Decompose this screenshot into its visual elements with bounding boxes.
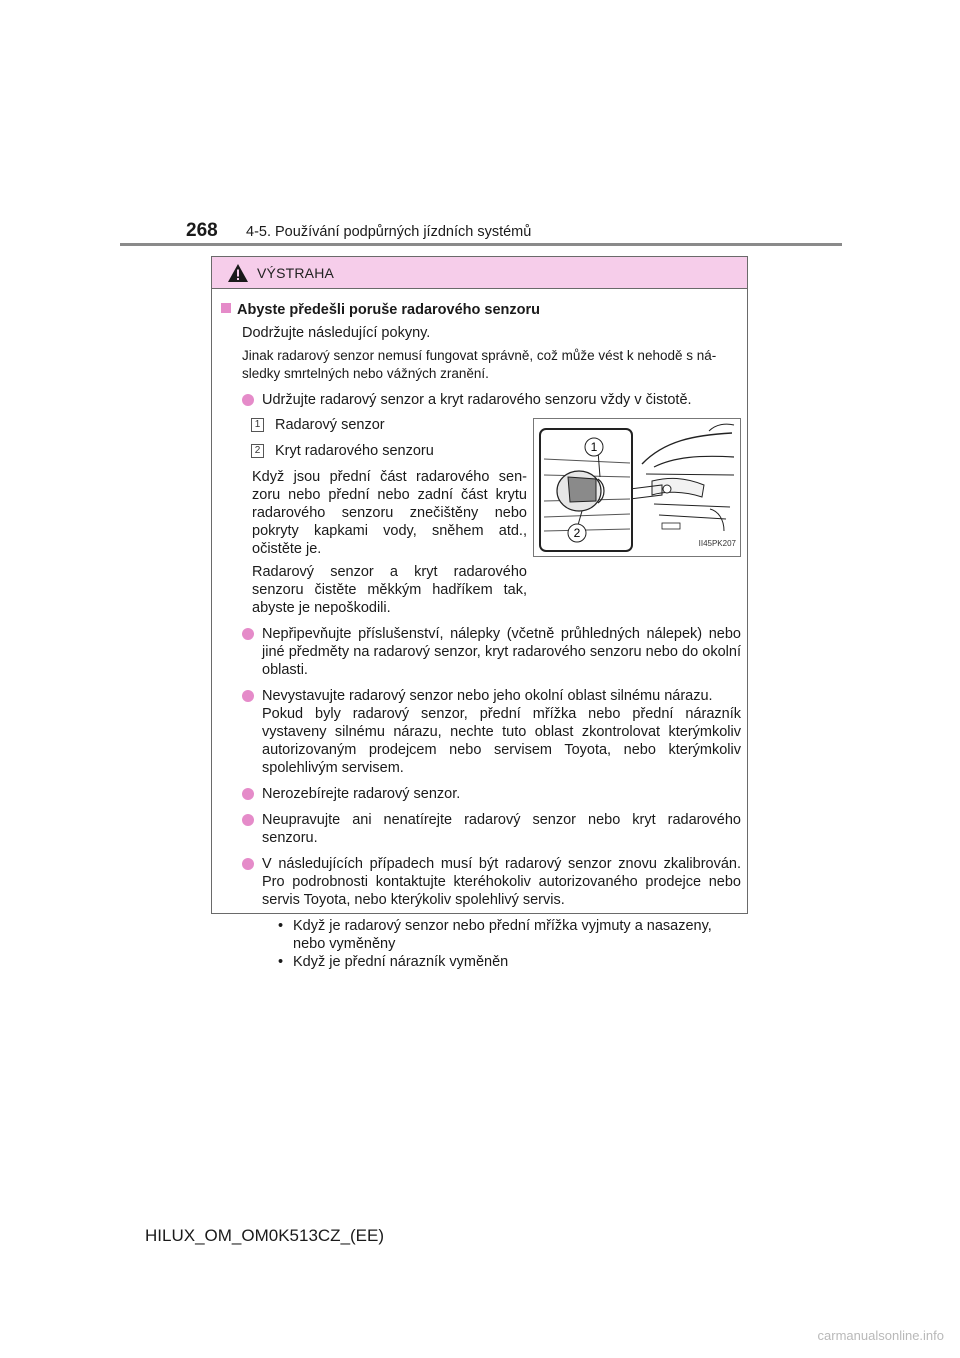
warning-heading — [221, 301, 741, 319]
sub-bullet-list — [221, 917, 741, 971]
figure-paragraph: Radarový senzor a kryt radarového senzoru čistěte měkkým hadříkem tak, abyste je nepoškodili. — [252, 564, 527, 616]
legend-number: 1 — [251, 418, 264, 432]
legend-item — [251, 416, 527, 434]
legend-item — [251, 442, 527, 460]
legend-label: Kryt radarového senzoru — [275, 443, 434, 459]
bullet-text — [262, 687, 741, 777]
bullet-item — [221, 785, 741, 803]
warning-intro: Dodržujte následující pokyny. — [242, 325, 431, 341]
bullet-item — [221, 687, 741, 777]
sub-bullet-text: Když je přední nárazník vyměněn — [293, 954, 509, 970]
warning-heading-text: Abyste předešli poruše radarového senzoru — [237, 302, 540, 318]
bullet-item — [221, 811, 741, 847]
bullet-text: Nepřipevňujte příslušenství, nálepky (včetně průhledných nálepek) nebo jiné předměty na radarový senzor, kryt radarového senzoru nebo do okolní oblasti. — [262, 626, 741, 678]
bullet-text: Nerozebírejte radarový senzor. — [262, 786, 461, 802]
bullet-text-main: Nevystavujte radarový senzor nebo jeho okolní oblast silnému nárazu. — [262, 688, 713, 704]
page-number: 268 — [186, 220, 218, 241]
figure-code: II45PK207 — [698, 539, 736, 548]
bullet-dot-icon — [242, 628, 254, 640]
figure-row — [221, 416, 741, 617]
bullet-dot-icon — [242, 788, 254, 800]
sub-bullet-item — [277, 953, 741, 971]
legend-number: 2 — [251, 444, 264, 458]
section-title: 4-5. Používání podpůrných jízdních systémů — [246, 224, 532, 240]
bullet-text-detail: Pokud byly radarový senzor, přední mřížka nebo přední nárazník vystaveny silnému nárazu, nechte tuto oblast zkontrolovat kterýmkoliv autorizovaným prodejcem nebo servisem Toyota, nebo kterýmkoliv spolehlivým servisem. — [262, 706, 741, 776]
sub-bullet-text: Když je radarový senzor nebo přední mřížka vyjmuty a nasazeny, nebo vyměněny — [293, 918, 712, 952]
bullet-dot-icon — [242, 394, 254, 406]
bullet-text: V následujících případech musí být radarový senzor znovu zkalibrován. Pro podrobnosti kontaktujte kteréhokoliv autorizovaného prodejce nebo servis Toyota, nebo kterýkoliv spolehlivý servis. — [262, 856, 741, 908]
figure-callout-2: 2 — [573, 526, 581, 540]
bullet-dot-icon — [242, 814, 254, 826]
bullet-text: Udržujte radarový senzor a kryt radarového senzoru vždy v čistotě. — [262, 392, 692, 408]
figure-callout-1: 1 — [590, 440, 598, 454]
sub-bullet-item — [277, 917, 741, 953]
warning-note: Jinak radarový senzor nemusí fungovat správně, což může vést k nehodě s ná-sledky smrtelných nebo vážných zranění. — [242, 348, 717, 381]
warning-title: VÝSTRAHA — [257, 264, 335, 281]
header-rule — [120, 243, 842, 246]
radar-sensor-figure — [533, 418, 741, 557]
sub-bullet-mark: • — [278, 918, 284, 934]
bullet-dot-icon — [242, 690, 254, 702]
warning-triangle-icon — [227, 263, 249, 283]
warning-box — [211, 256, 748, 970]
bullet-item — [221, 391, 741, 409]
bullet-item — [221, 625, 741, 679]
bullet-dot-icon — [242, 858, 254, 870]
bullet-text: Neupravujte ani nenatírejte radarový senzor nebo kryt radarového senzoru. — [262, 812, 741, 846]
watermark: carmanualsonline.info — [817, 1328, 944, 1343]
footer-code: HILUX_OM_OM0K513CZ_(EE) — [145, 1226, 385, 1245]
figure-paragraph: Když jsou přední část radarového sen-zoru nebo přední nebo zadní část krytu radarového senzoru znečištěny nebo pokryty kapkami vody, sněhem atd., očistěte je. — [252, 469, 527, 557]
warning-body — [212, 289, 747, 971]
figure-text — [221, 416, 527, 617]
legend-label: Radarový senzor — [275, 417, 385, 433]
square-bullet-icon — [221, 303, 231, 313]
bullet-item — [221, 855, 741, 909]
warning-header — [212, 257, 747, 289]
sub-bullet-mark: • — [278, 954, 284, 970]
